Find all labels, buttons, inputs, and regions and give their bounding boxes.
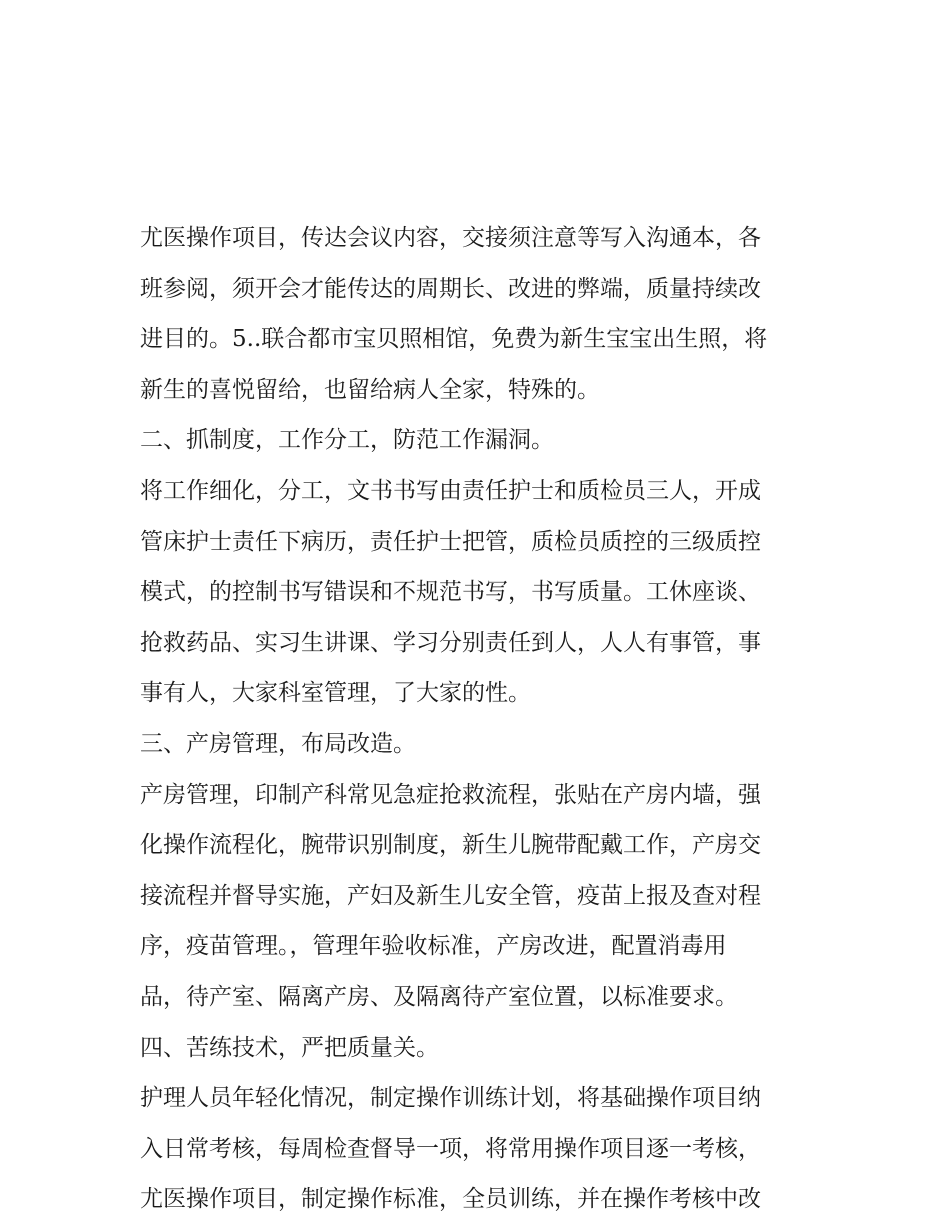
text-line: 序，疫苗管理。，管理年验收标准，产房改进，配置消毒用 bbox=[140, 933, 727, 960]
text-line: 新生的喜悦留给，也留给病人全家，特殊的。 bbox=[140, 376, 600, 403]
text-line: 护理人员年轻化情况，制定操作训练计划，将基础操作项目纳 bbox=[140, 1085, 761, 1112]
text-line: 品，待产室、隔离产房、及隔离待产室位置，以标准要求。 bbox=[140, 983, 738, 1010]
section-heading: 二、抓制度，工作分工，防范工作漏洞。 bbox=[140, 427, 554, 454]
text-line: 班参阅，须开会才能传达的周期长、改进的弊端，质量持续改 bbox=[140, 275, 761, 302]
text-line: 抢救药品、实习生讲课、学习分别责任到人，人人有事管，事 bbox=[140, 629, 761, 656]
text-line: 接流程并督导实施，产妇及新生儿安全管，疫苗上报及查对程 bbox=[140, 882, 761, 909]
text-line: 尤医操作项目，传达会议内容，交接须注意等写入沟通本，各 bbox=[140, 225, 761, 251]
document-body bbox=[140, 213, 820, 1225]
text-line: 产房管理，印制产科常见急症抢救流程，张贴在产房内墙，强 bbox=[140, 781, 761, 808]
text-line: 模式，的控制书写错误和不规范书写，书写质量。工休座谈、 bbox=[140, 579, 761, 606]
section-heading: 四、苦练技术，严把质量关。 bbox=[140, 1034, 439, 1061]
text-line: 管床护士责任下病历，责任护士把管，质检员质控的三级质控 bbox=[140, 528, 761, 555]
section-heading: 三、产房管理，布局改造。 bbox=[140, 730, 416, 757]
text-line: 事有人，大家科室管理，了大家的性。 bbox=[140, 680, 531, 707]
text-line: 入日常考核，每周检查督导一项，将常用操作项目逐一考核， bbox=[140, 1135, 761, 1162]
text-line: 尤医操作项目，制定操作标准，全员训练，并在操作考核中改 bbox=[140, 1186, 761, 1213]
text-line: 进目的。5..联合都市宝贝照相馆，免费为新生宝宝出生照，将 bbox=[140, 326, 768, 353]
text-line: 将工作细化，分工，文书书写由责任护士和质检员三人，开成 bbox=[140, 477, 761, 504]
text-line: 化操作流程化，腕带识别制度，新生儿腕带配戴工作，产房交 bbox=[140, 832, 761, 859]
